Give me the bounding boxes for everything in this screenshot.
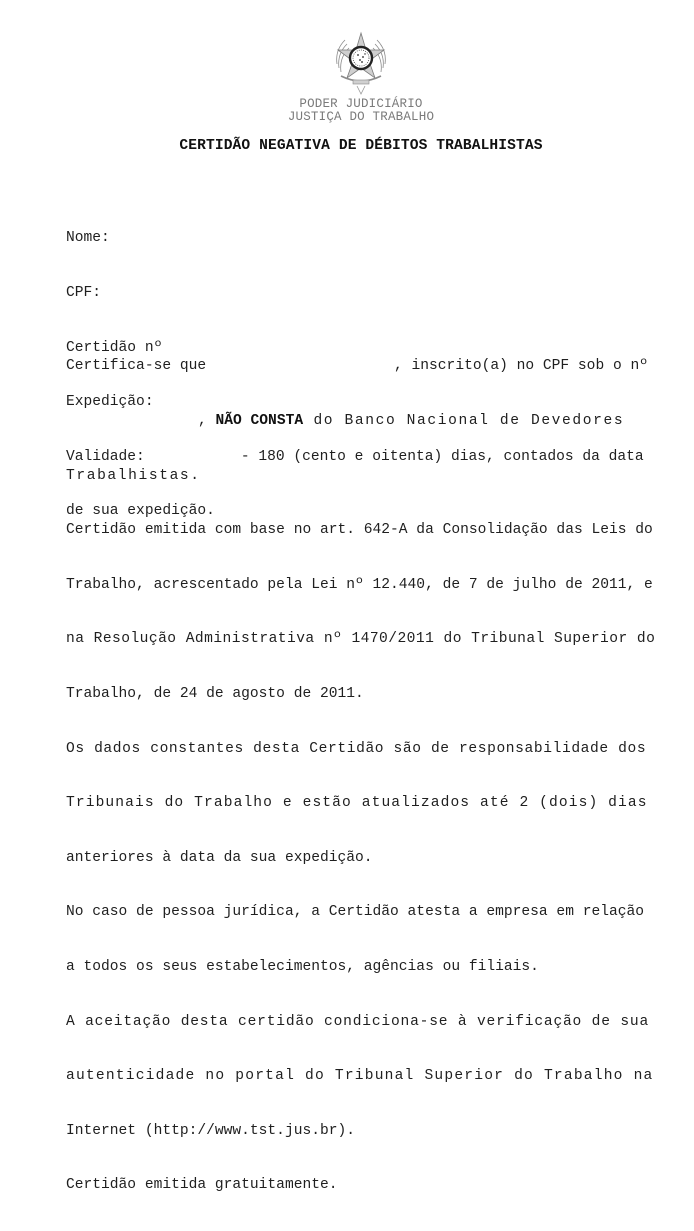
validade-label: Validade: xyxy=(66,448,145,465)
comma-text: , xyxy=(198,413,216,429)
validade-continuation: de sua expedição. xyxy=(66,503,215,520)
body-line: Os dados constantes desta Certidão são de responsabilidade dos xyxy=(66,740,647,757)
body-line: Certidão emitida gratuitamente. xyxy=(66,1177,338,1194)
body-line: Trabalho, de 24 de agosto de 2011. xyxy=(66,685,364,702)
brazil-coat-of-arms-icon xyxy=(331,30,391,96)
nome-label: Nome: xyxy=(66,230,110,247)
cpf-inscription-text: , inscrito(a) no CPF sob o nº xyxy=(394,358,648,375)
expedicao-label: Expedição: xyxy=(66,394,154,411)
body-line: A aceitação desta certidão condiciona-se à verificação de sua xyxy=(66,1013,650,1030)
body-line: No caso de pessoa jurídica, a Certidão atesta a empresa em relação xyxy=(66,904,645,921)
header-labor-justice: JUSTIÇA DO TRABALHO xyxy=(287,110,435,124)
body-line: anteriores à data da sua expedição. xyxy=(66,849,373,866)
document-title: CERTIDÃO NEGATIVA DE DÉBITOS TRABALHISTAS xyxy=(179,138,543,154)
body-line: autenticidade no portal do Tribunal Superior do Trabalho na xyxy=(66,1068,654,1085)
validade-text: - 180 (cento e oitenta) dias, contados da data xyxy=(240,448,644,465)
field-nome xyxy=(66,229,644,247)
body-line xyxy=(66,412,655,430)
body-line xyxy=(66,357,648,375)
body-line: Trabalhistas. xyxy=(66,467,201,484)
cpf-label: CPF: xyxy=(66,285,102,301)
body-line: a todos os seus estabelecimentos, agências ou filiais. xyxy=(66,958,539,975)
certifica-text: Certifica-se que xyxy=(66,358,207,375)
body-line: na Resolução Administrativa nº 1470/2011 do Tribunal Superior do xyxy=(66,631,656,648)
certificate-body xyxy=(66,321,655,1231)
field-cpf xyxy=(66,284,644,302)
body-line: Certidão emitida com base no art. 642-A da Consolidação das Leis do xyxy=(66,522,653,539)
body-line: Tribunais do Trabalho e estão atualizados até 2 (dois) dias xyxy=(66,795,648,812)
certidao-label: Certidão nº xyxy=(66,339,163,356)
nao-consta-status: NÃO CONSTA xyxy=(215,413,304,429)
tst-url-line: Internet (http://www.tst.jus.br). xyxy=(66,1122,356,1139)
bndt-text: do Banco Nacional de Devedores xyxy=(303,413,625,429)
header-judiciary: PODER JUDICIÁRIO xyxy=(299,97,423,111)
body-line: Trabalho, acrescentado pela Lei nº 12.440, de 7 de julho de 2011, e xyxy=(66,576,653,593)
